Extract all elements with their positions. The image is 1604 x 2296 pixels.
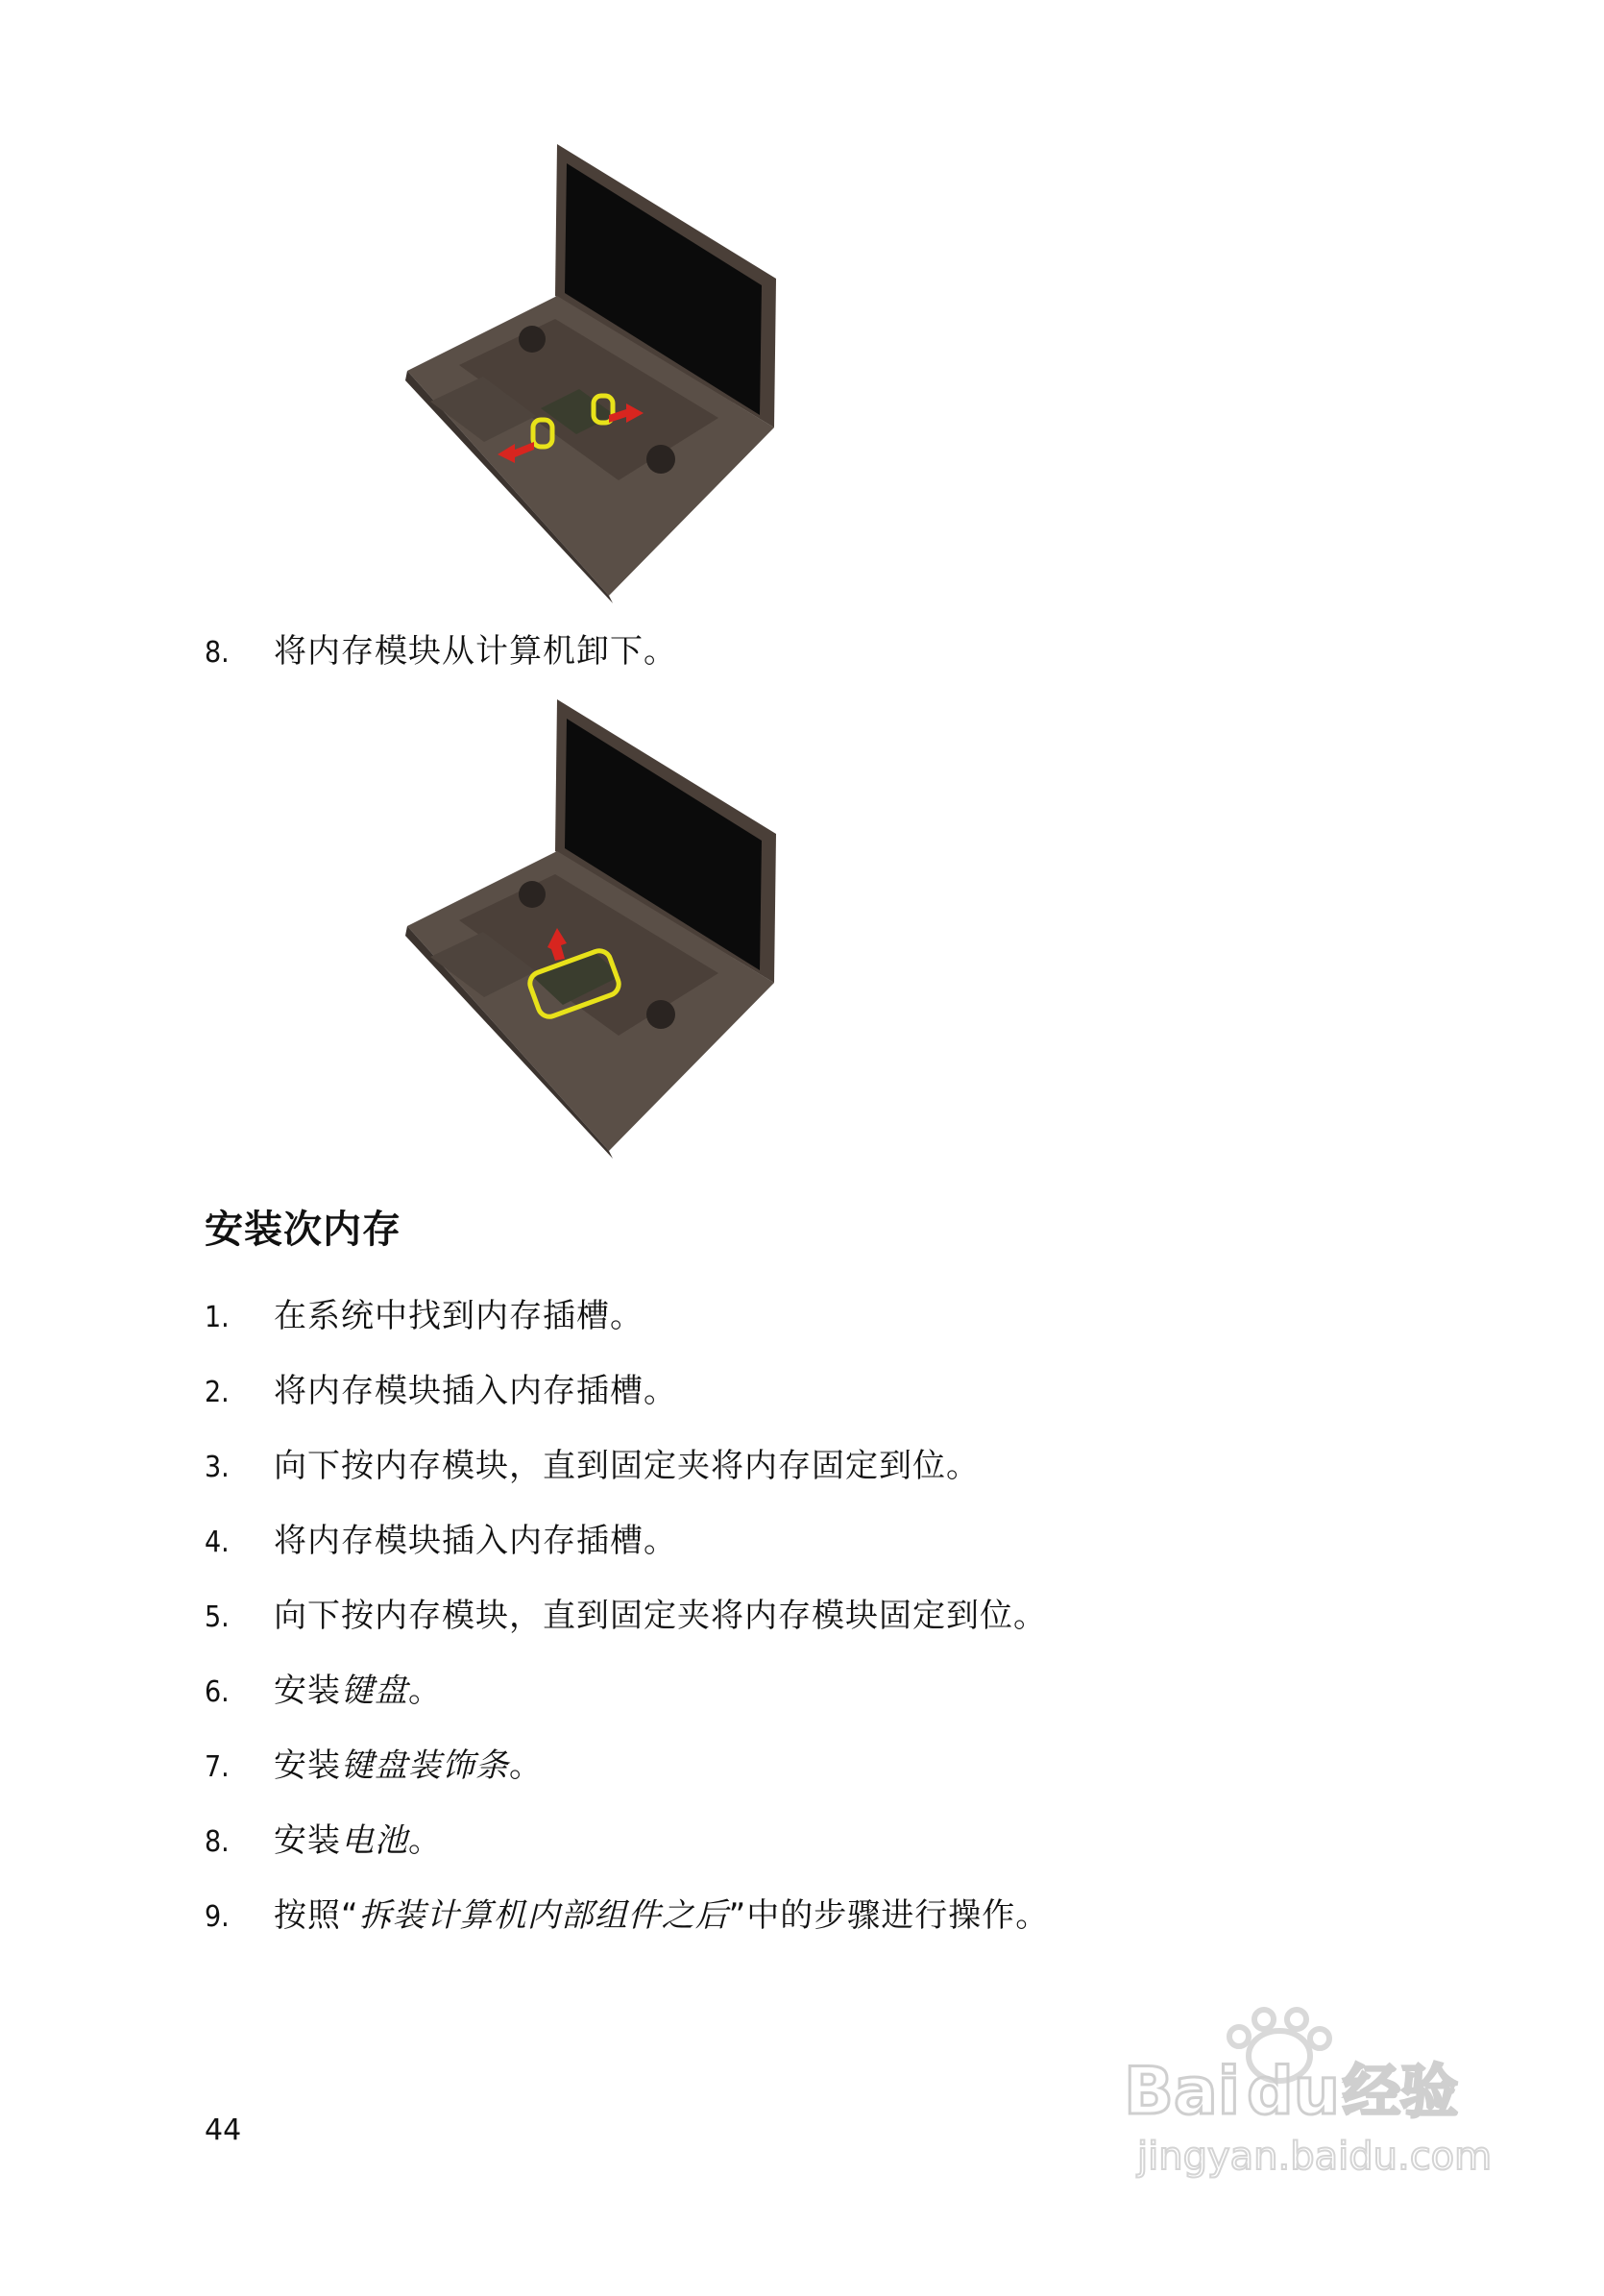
step-text: 向下按内存模块，直到固定夹将内存固定到位。 bbox=[274, 1447, 980, 1485]
list-item bbox=[205, 1745, 543, 1787]
step-number: 7. bbox=[205, 1750, 230, 1784]
page-number: 44 bbox=[205, 2113, 242, 2147]
step-number: 1. bbox=[205, 1301, 230, 1334]
list-item bbox=[205, 1595, 1047, 1637]
figure-release-clips bbox=[392, 134, 795, 605]
reference-link[interactable]: 键盘 bbox=[341, 1672, 408, 1710]
section-heading: 安装次内存 bbox=[205, 1208, 401, 1252]
watermark-url: jingyan.baidu.com bbox=[1137, 2135, 1493, 2179]
step-prefix: 按照 bbox=[274, 1896, 341, 1935]
step-number: 8. bbox=[205, 1825, 230, 1859]
step-remove-module bbox=[205, 630, 677, 672]
list-item bbox=[205, 1295, 644, 1337]
figure-lift-module bbox=[392, 690, 795, 1160]
watermark-brand: Bai bbox=[1124, 2054, 1241, 2130]
reference-link[interactable]: 拆装计算机内部组件之后 bbox=[358, 1896, 729, 1935]
step-number: 4. bbox=[205, 1526, 230, 1559]
step-prefix: 安装 bbox=[274, 1672, 341, 1710]
open-quote: “ bbox=[341, 1896, 359, 1935]
step-number: 9. bbox=[205, 1900, 230, 1934]
reference-link[interactable]: 电池 bbox=[341, 1821, 408, 1860]
step-number: 8. bbox=[205, 636, 230, 670]
baidu-watermark bbox=[1124, 1998, 1508, 2190]
step-suffix: 。 bbox=[408, 1672, 442, 1710]
step-number: 3. bbox=[205, 1451, 230, 1484]
list-item bbox=[205, 1370, 677, 1412]
list-item bbox=[205, 1820, 442, 1862]
step-prefix: 安装 bbox=[274, 1746, 341, 1785]
list-item bbox=[205, 1445, 980, 1487]
step-text: 将内存模块插入内存插槽。 bbox=[274, 1372, 677, 1410]
step-number: 6. bbox=[205, 1675, 230, 1709]
watermark-brand-tail: du bbox=[1247, 2054, 1341, 2130]
step-text: 将内存模块插入内存插槽。 bbox=[274, 1522, 677, 1560]
list-item bbox=[205, 1894, 1049, 1937]
watermark-suffix: 经验 bbox=[1343, 2059, 1458, 2126]
step-text: 向下按内存模块，直到固定夹将内存模块固定到位。 bbox=[274, 1597, 1047, 1635]
close-quote: ” bbox=[728, 1896, 747, 1935]
list-item bbox=[205, 1520, 677, 1562]
list-item bbox=[205, 1670, 442, 1712]
step-text: 在系统中找到内存插槽。 bbox=[274, 1297, 644, 1335]
step-suffix: 中的步骤进行操作。 bbox=[746, 1896, 1050, 1935]
step-prefix: 安装 bbox=[274, 1821, 341, 1860]
step-number: 2. bbox=[205, 1376, 230, 1409]
step-number: 5. bbox=[205, 1600, 230, 1634]
step-suffix: 。 bbox=[509, 1746, 543, 1785]
reference-link[interactable]: 键盘装饰条 bbox=[341, 1746, 509, 1785]
step-text: 将内存模块从计算机卸下。 bbox=[274, 632, 677, 671]
step-suffix: 。 bbox=[408, 1821, 442, 1860]
